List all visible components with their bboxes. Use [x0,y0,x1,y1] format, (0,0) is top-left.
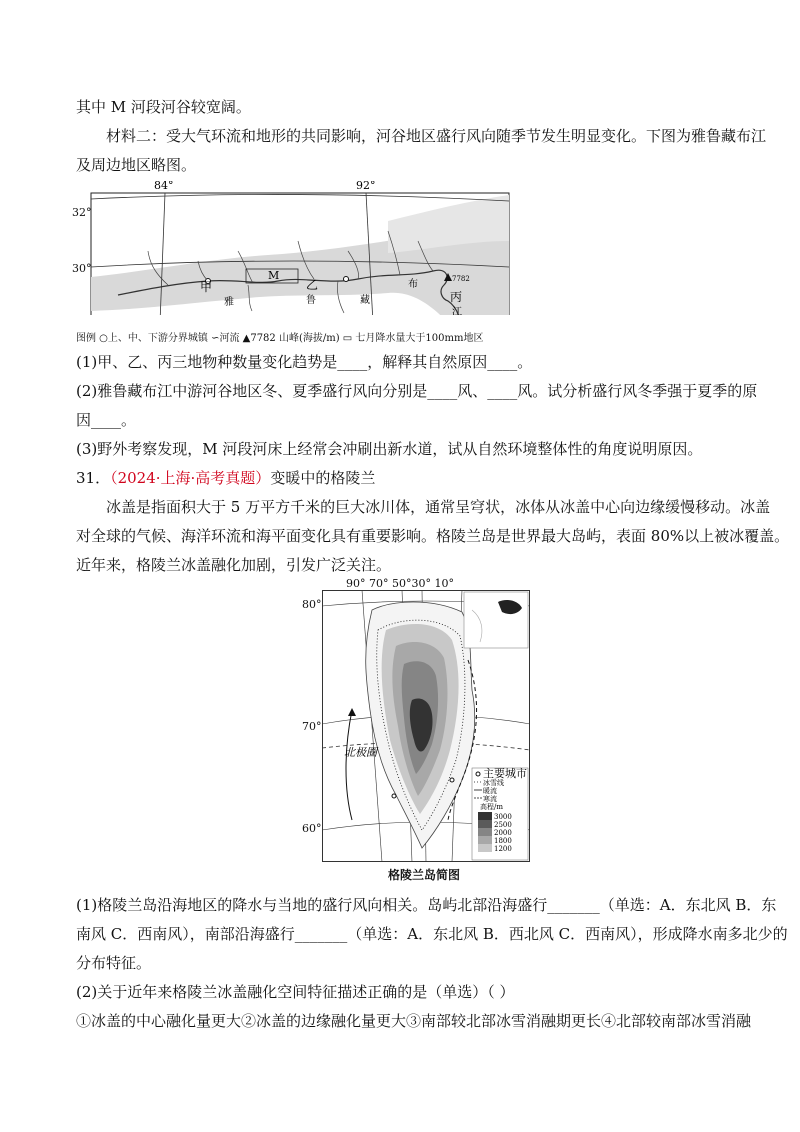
site-jia: 甲 [200,280,213,294]
lon-84-label: 84° [154,181,174,192]
site-yi: 乙 [306,278,319,292]
sub-question-1-line-1: (1)格陵兰岛沿海地区的降水与当地的盛行风向相关。岛屿北部沿海盛行_______（单选：A．东北风 B．东 [76,896,777,914]
passage-line-1: 冰盖是指面积大于 5 万平方千米的巨大冰川体，通常呈穹状，冰体从冰盖中心向边缘缓慢移动。冰盖 [106,498,771,516]
question-2-line-1: (2)雅鲁藏布江中游河谷地区冬、夏季盛行风向分别是____风、____风。试分析盛行风冬季强于夏季的原 [76,382,758,400]
map1-legend: 图例 ○上、中、下游分界城镇 ∽河流 ▲7782 山峰(海拔/m) ▭ 七月降水量大于100mm地区 [76,333,484,344]
material-two-line-1: 材料二：受大气环流和地形的共同影响，河谷地区盛行风向随季节发生明显变化。下图为雅鲁藏布江 [106,127,767,145]
legend-warm: 暖流 [483,787,497,795]
question-3: (3)野外考察发现，M 河段河床上经常会冲刷出新水道，试从自然环境整体性的角度说明原因。 [76,440,703,458]
site-bing: 丙 [450,290,463,304]
legend-elev-1: 3000 [494,813,512,821]
legend-snowline: 冰雪线 [483,779,504,787]
lat-30-label: 30° [72,262,92,275]
peak-elevation: 7782 [452,275,470,283]
river-char-ya: 雅 [224,297,234,308]
lat-80-label: 80° [302,598,322,611]
question-source: （2024·上海·高考真题） [110,469,271,487]
river-char-jiang: 江 [452,307,462,315]
sub-question-2: (2)关于近年来格陵兰冰盖融化空间特征描述正确的是（单选）（ ） [76,983,515,1001]
greenland-map [322,590,530,862]
river-char-zang: 藏 [360,295,370,306]
segment-m: M [268,269,280,282]
legend-elev-3: 2000 [494,829,512,837]
material-two-line-2: 及周边地区略图。 [76,156,197,174]
question-1: (1)甲、乙、丙三地物种数量变化趋势是____，解释其自然原因____。 [76,353,533,371]
lon-92-label: 92° [356,181,376,192]
question-2-line-2: 因____。 [76,411,137,429]
question-number: 31． [76,469,111,487]
question-31-header [76,468,726,488]
legend-cold: 寒流 [483,795,497,803]
lat-60-label: 60° [302,822,322,835]
lat-70-label: 70° [302,720,322,733]
sub-question-2-options: ①冰盖的中心融化量更大②冰盖的边缘融化量更大③南部较北部冰雪消融期更长④北部较南部冰雪消融 [76,1012,752,1030]
sub-question-1-line-2: 南风 C．西南风），南部沿海盛行_______（单选：A．东北风 B．西北风 C．西南风），形成降水南多北少的 [76,925,788,943]
greenland-caption: 格陵兰岛简图 [388,868,461,882]
lat-32-label: 32° [72,206,92,219]
intro-line: 其中 M 河段河谷较宽阔。 [76,98,251,116]
river-char-lu: 鲁 [306,295,316,306]
question-title: 变暖中的格陵兰 [270,469,376,487]
passage-line-3: 近年来，格陵兰冰盖融化加剧，引发广泛关注。 [76,556,392,574]
greenland-lon-labels: 90° 70° 50°30° 10° [346,577,454,590]
legend-elev-4: 1800 [494,837,512,845]
river-char-bu: 布 [408,279,418,290]
sub-question-1-line-3: 分布特征。 [76,954,152,972]
greenland-legend [472,767,528,860]
passage-line-2: 对全球的气候、海洋环流和海平面变化具有重要影响。格陵兰岛是世界最大岛屿，表面 80%以上被冰覆盖。 [76,527,790,545]
legend-elev-2: 2500 [494,821,512,829]
yarlung-map [88,181,512,315]
arctic-circle-label: 北极圈 [344,746,377,759]
legend-elev-5: 1200 [494,845,512,853]
legend-city: 主要城市 [483,767,527,780]
legend-elev-title: 高程/m [480,803,503,811]
